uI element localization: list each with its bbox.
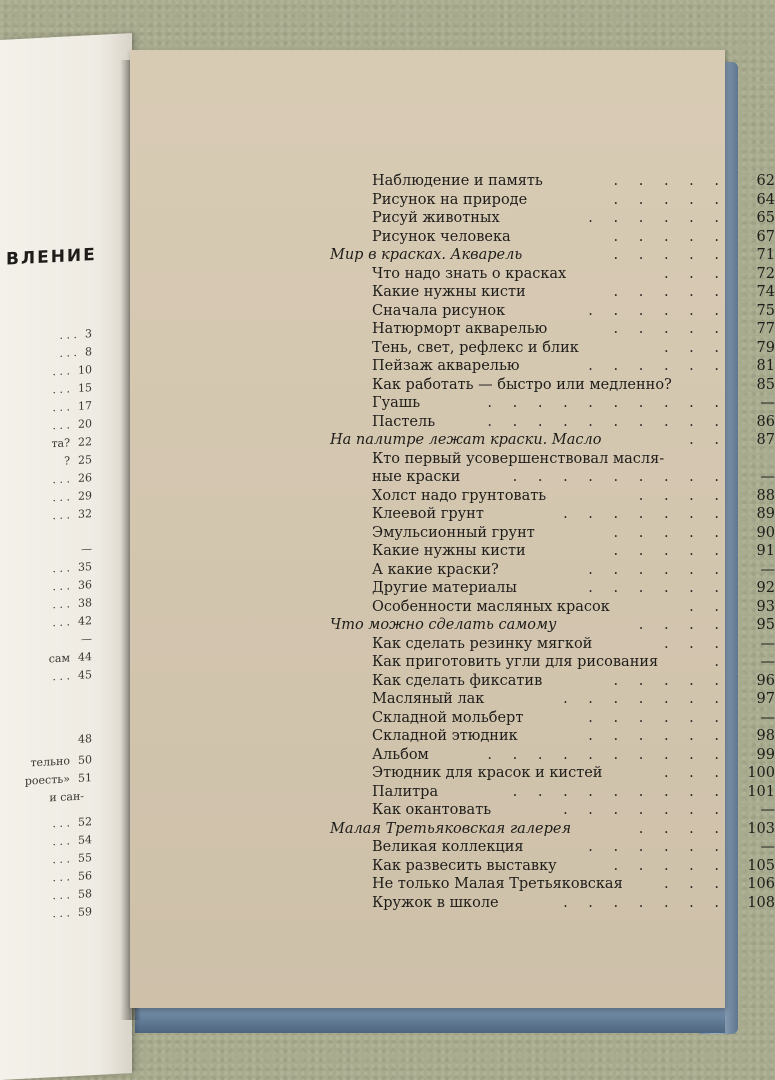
toc-page-number: — [760, 839, 775, 855]
toc-entry-title: Пейзаж акварелью [372, 358, 520, 374]
toc-entry-row [330, 376, 775, 394]
toc-entry-row [330, 505, 775, 523]
toc-entry-row [330, 524, 775, 542]
toc-leader-dots: . . . . . [613, 858, 727, 874]
toc-page-number: 96 [756, 673, 775, 689]
toc-entry-title: Пастель [372, 414, 436, 430]
left-toc-row [53, 614, 92, 634]
toc-page-number: 93 [756, 599, 775, 615]
left-toc-page: 3 [85, 327, 92, 341]
left-page [0, 33, 132, 1080]
toc-page-number: 85 [756, 377, 775, 393]
toc-entry-title: Альбом [372, 747, 429, 763]
toc-entry-title: Натюрморт акварелью [372, 321, 548, 337]
toc-entry-title: Кружок в школе [372, 895, 499, 911]
toc-page-number: 87 [756, 432, 775, 448]
left-toc-page: — [81, 632, 92, 646]
toc-leader-dots: . . . . [638, 821, 727, 837]
toc-leader-dots: . . . . . . . [563, 895, 727, 911]
toc-leader-dots: . . . . . [613, 321, 727, 337]
toc-leader-dots: . . . . . . [588, 839, 727, 855]
toc-leader-dots: . . . . . . . [563, 802, 727, 818]
left-toc-text: . . . [52, 490, 70, 505]
left-toc-row [53, 596, 92, 616]
toc-entry-row [330, 857, 775, 875]
left-toc-page: 50 [78, 753, 92, 767]
left-toc-row [53, 815, 92, 835]
left-toc-text: . . . [52, 834, 70, 849]
toc-entry-row [330, 172, 775, 190]
left-toc-text: та? [51, 436, 70, 451]
left-toc-row [53, 507, 92, 527]
toc-entry-row [330, 542, 775, 560]
toc-page-number: 103 [747, 821, 775, 837]
left-toc-text: и сан- [49, 789, 84, 805]
toc-leader-dots: . . . . . [613, 525, 727, 541]
toc-page-number: 101 [747, 784, 775, 800]
left-toc-text: . . . [52, 579, 70, 594]
toc-leader-dots: . . . . . . [588, 303, 727, 319]
toc-entry-title: Складной мольберт [372, 710, 524, 726]
toc-page-number: 79 [756, 340, 775, 356]
toc-entry-row [330, 579, 775, 597]
toc-entry-row [330, 209, 775, 227]
toc-entry-row [330, 598, 775, 616]
toc-page-number: — [760, 469, 775, 485]
toc-entry-title: Не только Малая Третьяковская [372, 876, 623, 892]
toc-page-number: 71 [756, 247, 775, 263]
left-toc-row [70, 732, 92, 751]
toc-entry-title: Рисуй животных [372, 210, 500, 226]
toc-page-number: 92 [756, 580, 775, 596]
left-toc-text: . . . [52, 561, 70, 576]
left-toc-page: 51 [78, 771, 92, 785]
left-toc-row [53, 578, 92, 598]
toc-entry-row [330, 228, 775, 246]
left-page-toc [0, 327, 92, 921]
toc-entry-title: Что надо знать о красках [372, 266, 567, 282]
left-toc-page: 55 [78, 851, 92, 865]
toc-leader-dots: . . . . . . [588, 710, 727, 726]
left-toc-row [53, 560, 92, 580]
toc-entry-title: Холст надо грунтовать [372, 488, 547, 504]
toc-leader-dots: . . . . . [613, 247, 727, 263]
toc-entry-title: Как сделать фиксатив [372, 673, 543, 689]
toc-entry-title: Как окантовать [372, 802, 492, 818]
left-toc-page: 58 [78, 887, 92, 901]
left-toc-page: 45 [78, 668, 92, 682]
toc-entry-title: Тень, свет, рефлекс и блик [372, 340, 579, 356]
toc-leader-dots: . . . . . [613, 192, 727, 208]
left-toc-row [64, 453, 92, 472]
toc-entry-row [330, 727, 775, 745]
toc-page-number: 74 [756, 284, 775, 300]
left-toc-row [60, 345, 92, 365]
left-toc-row [53, 851, 92, 871]
left-toc-text: ? [64, 454, 70, 468]
toc-entry-row [330, 783, 775, 801]
left-toc-text: . . . [59, 345, 77, 360]
left-toc-page: 8 [85, 345, 92, 359]
left-toc-page: 26 [78, 471, 92, 485]
left-toc-page: 56 [78, 869, 92, 883]
toc-leader-dots: . . . [663, 765, 727, 781]
toc-leader-dots: . . . . . . . . . . [487, 747, 727, 763]
left-toc-page: 15 [78, 381, 92, 395]
toc-entry-title: Наблюдение и память [372, 173, 543, 189]
toc-entry-row [330, 690, 775, 708]
toc-page-number: 72 [756, 266, 775, 282]
toc-leader-dots: . . . . . . . [563, 691, 727, 707]
toc-entry-row [330, 191, 775, 209]
left-toc-text: . . . [52, 888, 70, 903]
toc-section-row [330, 246, 775, 264]
left-toc-text: . . . [52, 400, 70, 415]
left-toc-text: . . . [52, 615, 70, 630]
toc-entry-title: Рисунок на природе [372, 192, 528, 208]
left-toc-row [53, 381, 92, 401]
left-toc-row [53, 471, 92, 491]
toc-entry-title: Какие нужны кисти [372, 284, 526, 300]
toc-page-number: 75 [756, 303, 775, 319]
left-toc-text: роесть» [24, 772, 70, 788]
right-page [130, 50, 775, 1008]
toc-leader-dots: . [714, 654, 727, 670]
left-toc-text: . . . [52, 870, 70, 885]
left-toc-text: . . . [52, 364, 70, 379]
toc-leader-dots: . . . . . [613, 673, 727, 689]
toc-entry-title: Особенности масляных красок [372, 599, 610, 615]
toc-page-number: 97 [756, 691, 775, 707]
left-toc-row [49, 650, 92, 670]
left-toc-page: 10 [78, 363, 92, 377]
left-toc-text: . . . [52, 816, 70, 831]
toc-entry-row [330, 450, 775, 468]
toc-entry-title: Как развесить выставку [372, 858, 557, 874]
toc-entry-title: Сначала рисунок [372, 303, 506, 319]
toc-leader-dots: . . . . . [613, 173, 727, 189]
toc-entry-title: Масляный лак [372, 691, 485, 707]
toc-entry-title: Великая коллекция [372, 839, 524, 855]
toc-entry-row [330, 413, 775, 431]
toc-page-number: 89 [756, 506, 775, 522]
toc-page-number: 99 [756, 747, 775, 763]
left-toc-text: . . . [59, 327, 77, 342]
toc-entry-row [330, 894, 775, 912]
toc-entry-row [330, 468, 775, 486]
toc-entry-row [330, 394, 775, 412]
toc-entry-title: Как работать — быстро или медленно? [372, 377, 672, 393]
toc-leader-dots: . . . . . . . . . . [487, 414, 727, 430]
left-toc-page: — [81, 542, 92, 556]
toc-page-number: — [760, 654, 775, 670]
toc-page-number: 105 [747, 858, 775, 874]
toc-page-number: 100 [747, 765, 775, 781]
left-toc-page: 35 [78, 560, 92, 574]
left-toc-page: 36 [78, 578, 92, 592]
toc-leader-dots: . . . . . . . . . . [487, 395, 727, 411]
toc-leader-dots: . . . . . . [588, 728, 727, 744]
left-toc-row [53, 869, 92, 889]
toc-page-number: 64 [756, 192, 775, 208]
left-toc-page: 17 [78, 399, 92, 413]
left-toc-row [49, 789, 92, 809]
toc-entry-row [330, 561, 775, 579]
toc-leader-dots: . . . . [638, 617, 727, 633]
left-toc-row [53, 417, 92, 437]
left-toc-page: 52 [78, 815, 92, 829]
left-toc-row [53, 833, 92, 853]
toc-entry-title: Эмульсионный грунт [372, 525, 535, 541]
left-toc-row [53, 489, 92, 509]
toc-page-number: — [760, 636, 775, 652]
left-toc-text: . . . [52, 852, 70, 867]
toc-entry-row [330, 635, 775, 653]
toc-page-number: 65 [756, 210, 775, 226]
toc-page-number: — [760, 710, 775, 726]
left-toc-text: . . . [52, 418, 70, 433]
left-toc-page: 59 [78, 905, 92, 919]
left-toc-row [51, 435, 92, 455]
toc-page-number: 62 [756, 173, 775, 189]
left-toc-text: . . . [52, 906, 70, 921]
toc-leader-dots: . . . . . [613, 543, 727, 559]
left-toc-page: 48 [78, 732, 92, 746]
left-toc-page: 29 [78, 489, 92, 503]
left-toc-row [53, 399, 92, 419]
toc-page-number: 95 [756, 617, 775, 633]
toc-page-number: — [760, 802, 775, 818]
left-toc-text: . . . [52, 508, 70, 523]
toc-entry-row [330, 283, 775, 301]
left-toc-page: 32 [78, 507, 92, 521]
toc-page-number: 86 [756, 414, 775, 430]
toc-page-number: 77 [756, 321, 775, 337]
toc-leader-dots: . . [689, 432, 727, 448]
left-toc-row [53, 363, 92, 383]
toc-section-row [330, 431, 775, 449]
toc-leader-dots: . . . [663, 636, 727, 652]
left-toc-text: . . . [52, 669, 70, 684]
toc-leader-dots: . . . . . [613, 229, 727, 245]
toc-leader-dots: . . . . . . [588, 562, 727, 578]
left-toc-page: 38 [78, 596, 92, 610]
toc-entry-row [330, 801, 775, 819]
toc-entry-title: Палитра [372, 784, 439, 800]
toc-entry-row [330, 764, 775, 782]
toc-leader-dots: . . . . [638, 488, 727, 504]
left-toc-page: 25 [78, 453, 92, 467]
left-toc-page: 42 [78, 614, 92, 628]
toc-entry-title: Клеевой грунт [372, 506, 484, 522]
toc-leader-dots: . . . [663, 876, 727, 892]
toc-leader-dots: . . . . . . [588, 580, 727, 596]
toc-entry-row [330, 265, 775, 283]
toc-entry-title: Складной этюдник [372, 728, 518, 744]
toc-entry-title: Гуашь [372, 395, 421, 411]
toc-entry-row [330, 302, 775, 320]
left-toc-text: тельно [30, 754, 70, 770]
toc-page-number: 108 [747, 895, 775, 911]
left-toc-text: . . . [52, 382, 70, 397]
toc-leader-dots: . . . . . . [588, 210, 727, 226]
toc-entry-title: Этюдник для красок и кистей [372, 765, 603, 781]
left-page-heading: ВЛЕНИЕ [6, 244, 97, 270]
toc-entry-row [330, 487, 775, 505]
left-toc-row [73, 542, 92, 561]
toc-entry-title: Другие материалы [372, 580, 517, 596]
left-toc-row [73, 632, 92, 651]
left-toc-row [53, 668, 92, 688]
toc-page-number: 98 [756, 728, 775, 744]
toc-page-number: 106 [747, 876, 775, 892]
toc-entry-row [330, 357, 775, 375]
book-cover-bottom [135, 1005, 725, 1033]
toc-entry-row [330, 709, 775, 727]
toc-entry-title: А какие краски? [372, 562, 499, 578]
left-toc-text: . . . [52, 597, 70, 612]
toc-section-title: На палитре лежат краски. Масло [330, 432, 602, 448]
toc-entry-row [330, 339, 775, 357]
toc-page-number: 90 [756, 525, 775, 541]
toc-entry-title: Кто первый усовершенствовал масля- [372, 451, 665, 467]
toc-entry-title: Как приготовить угли для рисования [372, 654, 659, 670]
left-toc-row [53, 905, 92, 925]
toc-entry-title: ные краски [372, 469, 461, 485]
toc-entry-title: Рисунок человека [372, 229, 511, 245]
toc-leader-dots: . . . . . . . [563, 506, 727, 522]
toc-section-row [330, 820, 775, 838]
toc-leader-dots: . . . . . . . . . [512, 784, 727, 800]
toc-leader-dots: . . [689, 599, 727, 615]
left-toc-row [60, 327, 92, 347]
toc-entry-title: Какие нужны кисти [372, 543, 526, 559]
toc-entry-title: Как сделать резинку мягкой [372, 636, 593, 652]
toc-section-row [330, 616, 775, 634]
toc-section-title: Мир в красках. Акварель [330, 247, 523, 263]
left-toc-text: сам [48, 651, 70, 666]
toc-entry-row [330, 838, 775, 856]
toc-entry-row [330, 672, 775, 690]
toc-leader-dots: . . . . . . [588, 358, 727, 374]
left-toc-row [53, 887, 92, 907]
toc-entry-row [330, 746, 775, 764]
toc-leader-dots: . . . [663, 266, 727, 282]
toc-entry-row [330, 875, 775, 893]
toc-entry-row [330, 653, 775, 671]
toc-page-number: — [760, 395, 775, 411]
toc-entry-row [330, 320, 775, 338]
toc-page-number: 91 [756, 543, 775, 559]
toc-page-number: — [760, 562, 775, 578]
toc-page-number: 81 [756, 358, 775, 374]
left-toc-page: 54 [78, 833, 92, 847]
toc-page-number: 88 [756, 488, 775, 504]
toc-section-title: Что можно сделать самому [330, 617, 557, 633]
left-toc-page: 44 [78, 650, 92, 664]
left-toc-page: 22 [78, 435, 92, 449]
toc-leader-dots: . . . . . [613, 284, 727, 300]
toc-leader-dots: . . . [663, 340, 727, 356]
left-toc-page: 20 [78, 417, 92, 431]
toc-section-title: Малая Третьяковская галерея [330, 821, 572, 837]
toc-leader-dots: . . . . . . . . . [512, 469, 727, 485]
left-toc-text: . . . [52, 472, 70, 487]
toc-page-number: 67 [756, 229, 775, 245]
